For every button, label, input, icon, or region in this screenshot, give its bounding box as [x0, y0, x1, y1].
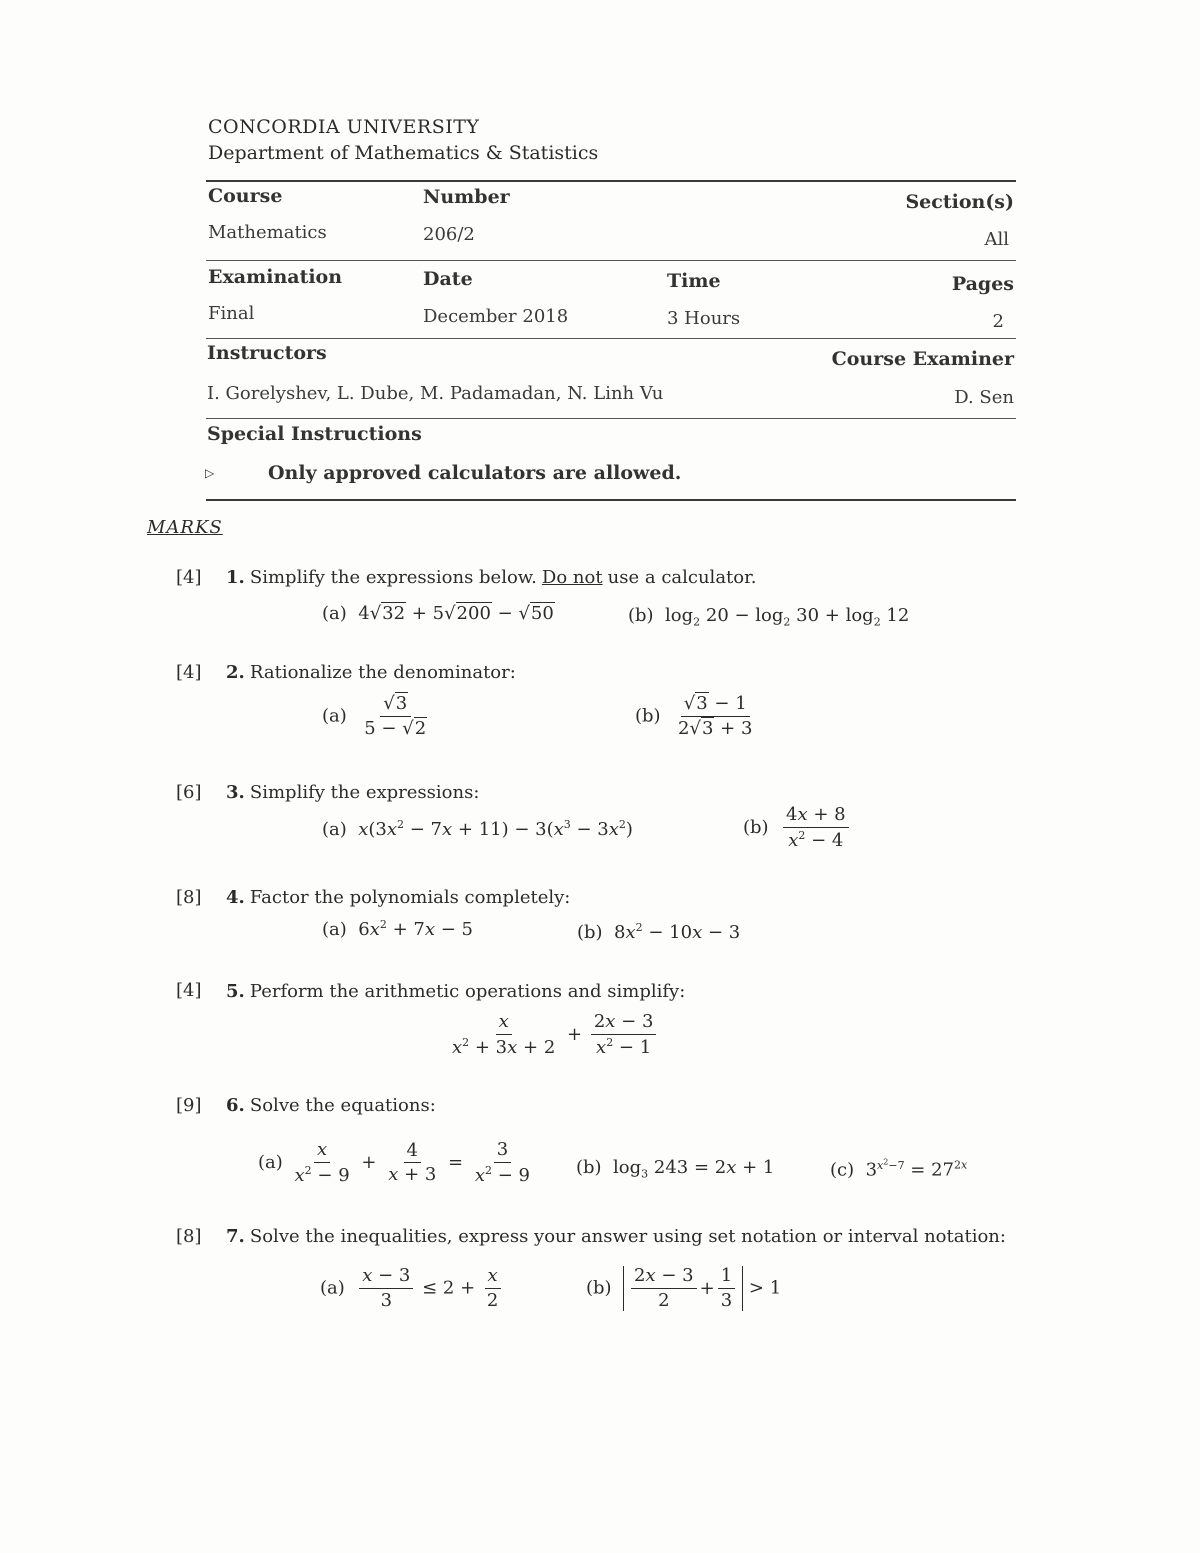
- q1-text-a: Simplify the expressions below.: [249, 567, 537, 588]
- q6-text: Solve the equations:: [249, 1095, 436, 1116]
- sections-value: All: [984, 229, 1009, 250]
- rule-4: [206, 418, 1016, 419]
- q4-part-a-label: (a): [322, 919, 347, 940]
- examiner-label: Course Examiner: [831, 348, 1014, 370]
- q4-text: Factor the polynomials completely:: [249, 887, 571, 908]
- pages-label: Pages: [951, 273, 1014, 295]
- q5-marks: [4]: [176, 980, 202, 1001]
- number-value: 206/2: [423, 224, 475, 245]
- q1-number: 1.: [226, 567, 245, 588]
- q1-text-underline: Do not: [541, 567, 603, 588]
- q6-statement: [226, 1095, 436, 1116]
- time-label: Time: [667, 270, 721, 292]
- sections-label: Section(s): [905, 191, 1014, 213]
- q1-part-b-label: (b): [628, 605, 654, 626]
- course-value: Mathematics: [208, 222, 327, 243]
- q4-part-b: (b) $8x^2 - 10x - 3$: [577, 921, 741, 943]
- q5-text: Perform the arithmetic operations and simplify:: [249, 981, 686, 1002]
- q2-marks: [4]: [176, 662, 202, 683]
- q6-marks: [9]: [176, 1095, 202, 1116]
- instructors-label: Instructors: [207, 342, 327, 364]
- q7-marks: [8]: [176, 1226, 202, 1247]
- date-value: December 2018: [423, 306, 569, 327]
- q2-text: Rationalize the denominator:: [249, 662, 516, 683]
- q4-number: 4.: [226, 887, 245, 908]
- q1-part-a: (a) 4√32 + 5√200 − √50: [322, 603, 554, 624]
- q3-statement: [226, 782, 479, 803]
- rule-3: [206, 338, 1016, 339]
- q4-part-a: (a) $6x^2 + 7x - 5$: [322, 918, 473, 940]
- instructors-value: I. Gorelyshev, L. Dube, M. Padamadan, N. Linh Vu: [207, 383, 664, 404]
- q7-number: 7.: [226, 1226, 245, 1247]
- special-instructions-label: Special Instructions: [207, 423, 422, 445]
- time-value: 3 Hours: [667, 308, 741, 329]
- top-rule: [206, 180, 1016, 182]
- q2-part-b: (b) $\frac{√3 - 1}{2√3 + 3}$: [635, 693, 753, 739]
- q3-part-a: (a) $x(3x^2 - 7x + 11) - 3(x^3 - 3x^2)$: [322, 818, 633, 840]
- q6-part-c-label: (c): [830, 1159, 855, 1181]
- examination-value: Final: [208, 303, 255, 324]
- q7-part-b-label: (b): [586, 1277, 612, 1299]
- q6-part-a: (a) $\frac{x}{x^2 - 9}$ + $\frac{4}{x + 3}$ = $\frac{3}{x^2 - 9}$: [258, 1139, 530, 1186]
- q2-statement: [226, 662, 516, 683]
- q7-part-a: (a) $\frac{x - 3}{3}$ ≤ 2 + $\frac{x}{2}$: [320, 1266, 504, 1311]
- pages-value: 2: [992, 311, 1004, 332]
- course-label: Course: [208, 185, 283, 207]
- q1-part-a-label: (a): [322, 603, 347, 624]
- examination-label: Examination: [208, 266, 343, 288]
- number-label: Number: [423, 186, 510, 208]
- q3-text: Simplify the expressions:: [249, 782, 480, 803]
- q3-part-b-label: (b): [743, 816, 769, 838]
- q7-text: Solve the inequalities, express your answer using set notation or interval notation:: [249, 1226, 1006, 1247]
- university-name: CONCORDIA UNIVERSITY: [208, 116, 480, 138]
- special-instructions-value: Only approved calculators are allowed.: [268, 462, 682, 484]
- q5-statement: [226, 981, 685, 1002]
- q4-part-b-label: (b): [577, 922, 603, 943]
- q6-number: 6.: [226, 1095, 245, 1116]
- q2-part-a-label: (a): [322, 705, 347, 727]
- q5-number: 5.: [226, 981, 245, 1002]
- q2-part-a: (a) $\frac{√3}{5 - √2}$: [322, 693, 427, 739]
- q7-statement: [226, 1226, 1006, 1247]
- q3-part-b: (b) $\frac{4x + 8}{x^2 - 4}$: [743, 805, 852, 851]
- q1-statement: [226, 567, 756, 588]
- q6-part-a-label: (a): [258, 1151, 283, 1173]
- date-label: Date: [423, 268, 473, 290]
- q3-marks: [6]: [176, 782, 202, 803]
- q6-part-b-label: (b): [576, 1157, 602, 1178]
- q7-part-a-label: (a): [320, 1277, 345, 1299]
- q5-expression: $\frac{x}{x^2 + 3x + 2}$ + $\frac{2x - 3}{x^2 - 1}$: [446, 1012, 659, 1058]
- q3-number: 3.: [226, 782, 245, 803]
- q3-part-a-label: (a): [322, 819, 347, 840]
- q2-part-b-label: (b): [635, 705, 661, 727]
- q6-part-c: (c) $3^{x^2-7} = 27^{2x}$: [830, 1157, 968, 1181]
- bottom-rule: [206, 499, 1016, 501]
- examiner-value: D. Sen: [954, 387, 1014, 408]
- bullet-triangle-icon: ▷: [205, 466, 215, 480]
- q6-part-b: (b) $\log_3 243 = 2x + 1$: [576, 1157, 775, 1181]
- q4-marks: [8]: [176, 887, 202, 908]
- q7-part-b: (b) $\frac{2x - 3}{2}$ + $\frac{1}{3}$ > 1: [586, 1265, 782, 1311]
- q1-text-b: use a calculator.: [607, 567, 757, 588]
- q1-marks: [4]: [176, 567, 202, 588]
- department-name: Department of Mathematics & Statistics: [208, 142, 599, 164]
- q1-part-b: (b) $\log_2 20 - \log_2 30 + \log_2 12$: [628, 605, 910, 629]
- rule-2: [206, 260, 1016, 261]
- marks-heading: MARKS: [147, 517, 223, 538]
- q2-number: 2.: [226, 662, 245, 683]
- q4-statement: [226, 887, 570, 908]
